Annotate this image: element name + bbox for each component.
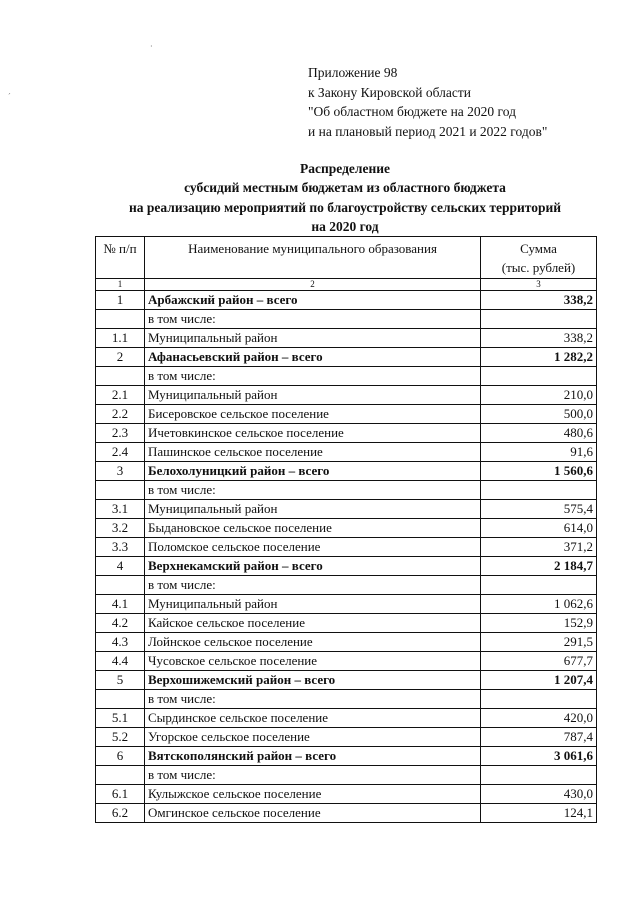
header-sum-line1: Сумма [520, 241, 557, 256]
row-number: 4.4 [96, 652, 145, 671]
row-name: Муниципальный район [145, 386, 481, 405]
table-row [96, 633, 597, 652]
row-sum: 575,4 [481, 500, 597, 519]
row-sum: 614,0 [481, 519, 597, 538]
table-row [96, 652, 597, 671]
appendix-line: "Об областном бюджете на 2020 год [308, 104, 516, 119]
title-line: на реализацию мероприятий по благоустройству сельских территорий [128, 199, 562, 215]
row-sum: 677,7 [481, 652, 597, 671]
table-row [96, 766, 597, 785]
row-number: 6.2 [96, 804, 145, 823]
row-number: 4 [96, 557, 145, 576]
row-sum [481, 576, 597, 595]
row-number: 3 [96, 462, 145, 481]
row-name: Кайское сельское поселение [145, 614, 481, 633]
row-sum: 1 062,6 [481, 595, 597, 614]
row-number: 4.2 [96, 614, 145, 633]
title-line: субсидий местным бюджетам из областного бюджета [184, 180, 506, 196]
row-name: Арбажский район – всего [145, 291, 481, 310]
row-number: 4.3 [96, 633, 145, 652]
appendix-line: к Закону Кировской области [308, 84, 472, 100]
table-row [96, 614, 597, 633]
row-name: Пашинское сельское поселение [145, 443, 481, 462]
row-sum: 500,0 [481, 405, 597, 424]
row-name: Афанасьевский район – всего [145, 348, 481, 367]
table-row [96, 405, 597, 424]
row-number: 4.1 [96, 595, 145, 614]
district-total-row [96, 462, 597, 481]
row-number [96, 576, 145, 595]
row-number: 3.1 [96, 500, 145, 519]
row-number: 6 [96, 747, 145, 766]
row-name: Поломское сельское поселение [145, 538, 481, 557]
appendix-line: Приложение 98 [308, 65, 398, 80]
header-name: Наименование муниципального образования [145, 237, 481, 279]
row-name: Чусовское сельское поселение [145, 652, 481, 671]
row-number [96, 310, 145, 329]
column-index-row [96, 279, 597, 291]
district-total-row [96, 671, 597, 690]
header-sum-line2: (тыс. рублей) [501, 260, 576, 275]
row-sum [481, 367, 597, 386]
row-number [96, 766, 145, 785]
row-name: Белохолуницкий район – всего [145, 462, 481, 481]
table-row [96, 595, 597, 614]
column-index: 3 [481, 279, 597, 291]
table-row [96, 424, 597, 443]
row-sum: 338,2 [481, 329, 597, 348]
district-total-row [96, 291, 597, 310]
row-sum: 291,5 [481, 633, 597, 652]
header-num: № п/п [96, 237, 145, 279]
row-sum: 210,0 [481, 386, 597, 405]
table-row [96, 709, 597, 728]
table-row [96, 329, 597, 348]
row-name: в том числе: [145, 481, 481, 500]
table-row [96, 519, 597, 538]
row-name: в том числе: [145, 690, 481, 709]
row-number: 1.1 [96, 329, 145, 348]
scan-speck: · [150, 42, 153, 51]
table-row [96, 443, 597, 462]
row-name: Омгинское сельское поселение [145, 804, 481, 823]
row-number: 5 [96, 671, 145, 690]
row-number: 2.3 [96, 424, 145, 443]
table-row [96, 804, 597, 823]
row-sum: 338,2 [481, 291, 597, 310]
table-row [96, 386, 597, 405]
row-name: Сырдинское сельское поселение [145, 709, 481, 728]
district-total-row [96, 348, 597, 367]
district-total-row [96, 747, 597, 766]
column-index: 1 [96, 279, 145, 291]
row-sum: 430,0 [481, 785, 597, 804]
scan-speck: ˊ [8, 92, 11, 101]
row-name: Вятскополянский район – всего [145, 747, 481, 766]
table-row [96, 367, 597, 386]
row-sum: 420,0 [481, 709, 597, 728]
row-name: Верхнекамский район – всего [145, 557, 481, 576]
row-sum: 480,6 [481, 424, 597, 443]
header-sum [481, 237, 597, 279]
table-row [96, 481, 597, 500]
table-row [96, 538, 597, 557]
row-number [96, 690, 145, 709]
row-sum: 1 560,6 [481, 462, 597, 481]
row-number: 6.1 [96, 785, 145, 804]
table-row [96, 690, 597, 709]
row-number: 5.1 [96, 709, 145, 728]
row-number: 5.2 [96, 728, 145, 747]
row-sum: 1 207,4 [481, 671, 597, 690]
row-number: 2.2 [96, 405, 145, 424]
row-name: Быдановское сельское поселение [145, 519, 481, 538]
row-sum: 2 184,7 [481, 557, 597, 576]
distribution-table [95, 236, 597, 823]
row-name: в том числе: [145, 576, 481, 595]
row-sum [481, 690, 597, 709]
row-name: Ичетовкинское сельское поселение [145, 424, 481, 443]
row-name: Муниципальный район [145, 595, 481, 614]
row-sum [481, 766, 597, 785]
row-number: 3.2 [96, 519, 145, 538]
row-sum [481, 310, 597, 329]
row-name: Муниципальный район [145, 500, 481, 519]
table-row [96, 728, 597, 747]
row-sum: 124,1 [481, 804, 597, 823]
table-row [96, 785, 597, 804]
row-sum: 91,6 [481, 443, 597, 462]
row-number: 2.4 [96, 443, 145, 462]
district-total-row [96, 557, 597, 576]
column-index: 2 [145, 279, 481, 291]
row-name: Муниципальный район [145, 329, 481, 348]
row-sum: 787,4 [481, 728, 597, 747]
row-name: в том числе: [145, 310, 481, 329]
row-number: 2.1 [96, 386, 145, 405]
row-number: 3.3 [96, 538, 145, 557]
title-line: Распределение [299, 161, 391, 176]
row-name: Угорское сельское поселение [145, 728, 481, 747]
row-sum: 3 061,6 [481, 747, 597, 766]
row-name: Бисеровское сельское поселение [145, 405, 481, 424]
row-sum: 371,2 [481, 538, 597, 557]
title-line: на 2020 год [311, 218, 379, 234]
appendix-line: и на плановый период 2021 и 2022 годов" [308, 123, 548, 139]
row-name: Верхошижемский район – всего [145, 671, 481, 690]
row-number: 1 [96, 291, 145, 310]
row-number: 2 [96, 348, 145, 367]
row-name: Лойнское сельское поселение [145, 633, 481, 652]
table-row [96, 576, 597, 595]
table-row [96, 310, 597, 329]
appendix-header [308, 63, 547, 141]
table-row [96, 500, 597, 519]
row-sum: 1 282,2 [481, 348, 597, 367]
row-sum: 152,9 [481, 614, 597, 633]
row-name: в том числе: [145, 367, 481, 386]
table-header-row [96, 237, 597, 279]
row-name: Кулыжское сельское поселение [145, 785, 481, 804]
document-title [95, 159, 595, 236]
row-name: в том числе: [145, 766, 481, 785]
row-number [96, 367, 145, 386]
row-sum [481, 481, 597, 500]
row-number [96, 481, 145, 500]
